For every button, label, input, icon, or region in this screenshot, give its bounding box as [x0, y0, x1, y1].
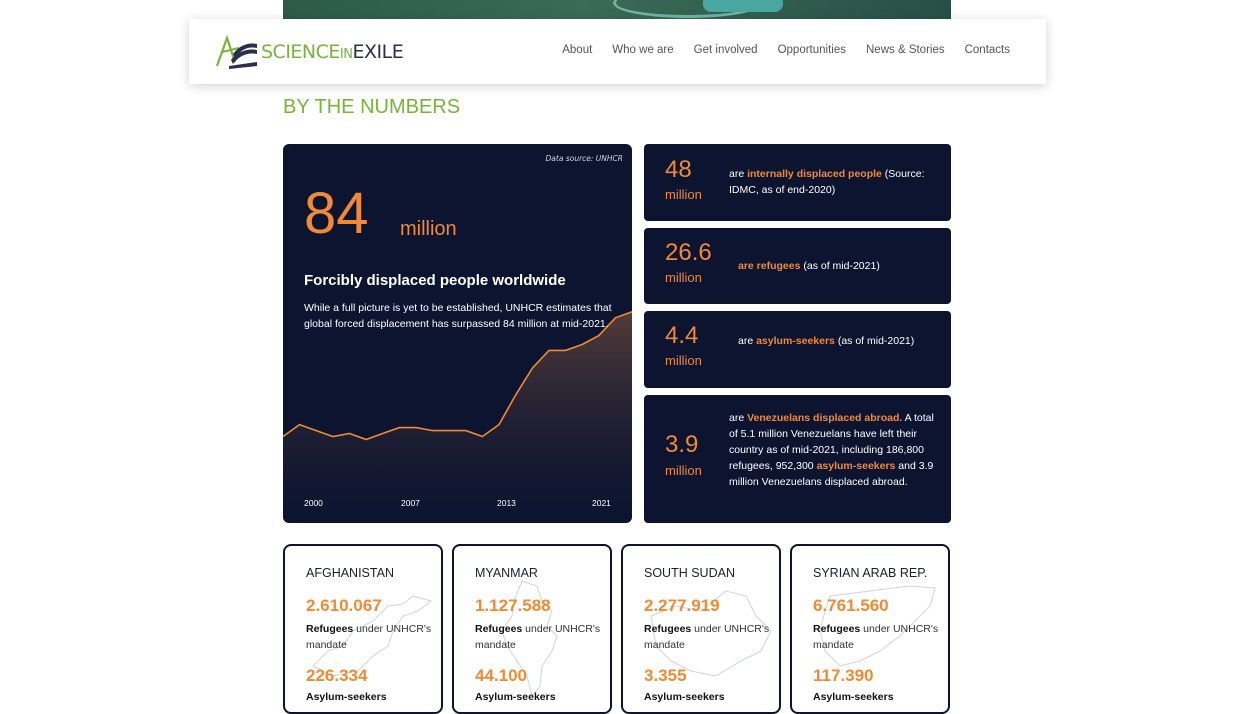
refugees-value: 2.277.919 — [644, 596, 720, 615]
main-stat-title: Forcibly displaced people worldwide — [304, 272, 566, 289]
main-nav — [542, 44, 1010, 56]
asylum-value: 226.334 — [306, 666, 368, 685]
section-title: BY THE NUMBERS — [283, 96, 461, 118]
stat-text: are asylum-seekers (as of mid-2021) — [738, 335, 915, 347]
stat-text: are refugees (as of mid-2021) — [738, 260, 880, 272]
country-card-south-sudan — [621, 544, 781, 714]
stat-value: 48 — [665, 156, 692, 183]
logo[interactable] — [213, 34, 403, 70]
nav-opportunities[interactable]: Opportunities — [777, 44, 846, 56]
chart-x-tick-label: 2007 — [401, 498, 420, 508]
chart-x-tick-label: 2021 — [592, 498, 611, 508]
country-name: SOUTH SUDAN — [644, 566, 735, 580]
refugees-value: 2.610.067 — [306, 596, 382, 615]
stat-card-idps — [644, 144, 951, 221]
navbar — [189, 19, 1046, 84]
country-name: MYANMAR — [475, 566, 538, 580]
main-stat-card — [283, 144, 632, 523]
asylum-value: 117.390 — [813, 666, 874, 685]
stat-value: 4.4 — [665, 322, 699, 349]
stat-card-asylum-seekers — [644, 311, 951, 388]
country-name: AFGHANISTAN — [306, 566, 394, 580]
stat-unit: million — [665, 463, 702, 478]
refugees-label: Refugees under UNHCR's mandate — [813, 623, 939, 651]
logo-icon — [213, 34, 259, 70]
refugees-value: 6.761.560 — [813, 596, 889, 615]
nav-news-stories[interactable]: News & Stories — [866, 44, 945, 56]
stat-text: are internally displaced people (Source: IDMC, as of end-2020) — [729, 168, 925, 196]
chart-area-fill — [283, 312, 632, 523]
asylum-value: 3.355 — [644, 666, 687, 685]
data-source-note: Data source: UNHCR — [545, 154, 623, 163]
country-card-myanmar — [452, 544, 612, 714]
refugees-value: 1.127.588 — [475, 596, 551, 615]
nav-about[interactable]: About — [562, 44, 593, 56]
refugees-label: Refugees under UNHCR's mandate — [644, 623, 770, 651]
asylum-value: 44.100 — [475, 666, 527, 685]
country-name: SYRIAN ARAB REP. — [813, 566, 928, 580]
asylum-label: Asylum-seekers — [475, 691, 556, 703]
country-card-afghanistan — [283, 544, 443, 714]
nav-who-we-are[interactable]: Who we are — [612, 44, 674, 56]
nav-contacts[interactable]: Contacts — [964, 44, 1010, 56]
hero-image-strip — [283, 0, 951, 20]
stat-unit: million — [665, 270, 702, 285]
logo-text: SCIENCEINEXILE — [261, 41, 404, 63]
asylum-label: Asylum-seekers — [306, 691, 387, 703]
nav-get-involved[interactable]: Get involved — [693, 44, 758, 56]
stat-unit: million — [665, 187, 702, 202]
stat-value: 26.6 — [665, 239, 712, 266]
stat-value: 3.9 — [665, 431, 699, 458]
hero-decoration — [703, 0, 783, 12]
country-card-syria — [790, 544, 950, 714]
stat-text: are Venezuelans displaced abroad. A total of 5.1 million Venezuelans have left their country as of mid-2021, including 186,800 refugees, 952,300 asylum-seekers and 3.9 million Venezuelans displaced abroad. — [729, 412, 934, 488]
chart-x-tick-label: 2013 — [497, 498, 516, 508]
stat-unit: million — [665, 353, 702, 368]
stat-card-venezuelans — [644, 395, 951, 523]
main-stat-value: 84 — [304, 181, 369, 246]
main-stat-description: While a full picture is yet to be established, UNHCR estimates that global forced displacement has surpassed 84 million at mid-2021. — [304, 302, 612, 330]
stat-card-refugees — [644, 228, 951, 304]
chart-x-tick-label: 2000 — [304, 498, 323, 508]
asylum-label: Asylum-seekers — [644, 691, 725, 703]
main-stat-unit: million — [400, 218, 457, 240]
refugees-label: Refugees under UNHCR's mandate — [475, 623, 601, 651]
asylum-label: Asylum-seekers — [813, 691, 894, 703]
refugees-label: Refugees under UNHCR's mandate — [306, 623, 432, 651]
